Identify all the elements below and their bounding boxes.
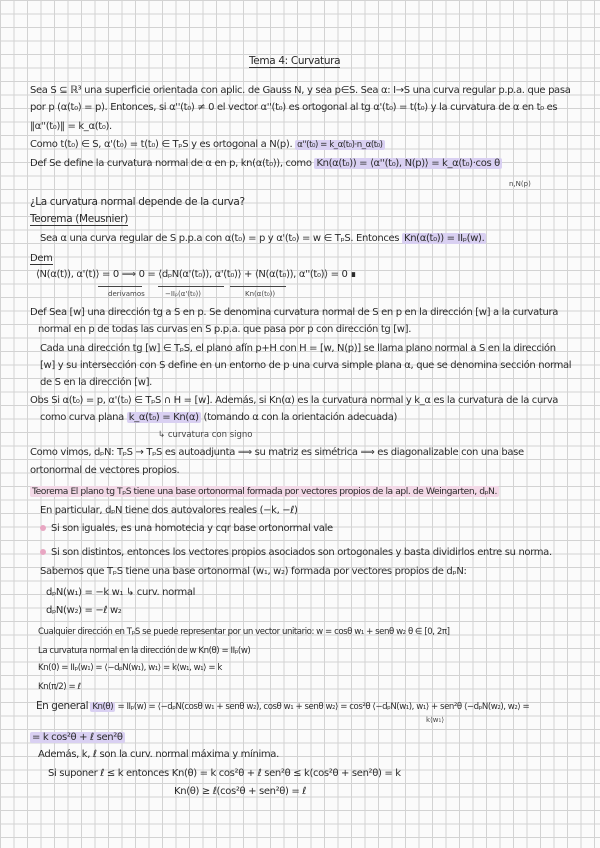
general-label: En general (36, 700, 89, 712)
obs-orientation-text: (tomando α con la orientación adecuada) (203, 412, 398, 423)
line-intro-1: Sea S ⊆ ℝ³ una superficie orientada con aplic. de Gauss N, y sea p∈S. Sea α: I→S una curva regular p.p.a. que pasa (30, 85, 571, 96)
normal-plane-1: Cada una dirección tg [w] ∈ TₚS, el plano afín p+H con H = [w, N(p)] se llama plano normal a S en la dirección (40, 343, 556, 354)
general-underbrace-note: k⟨w₁⟩ (426, 716, 445, 724)
def-direction-1: Def Sea [w] una dirección tg a S en p. Se denomina curvatura normal de S en p en la dirección [w] a la curvatura (30, 307, 558, 318)
def-direction-2: normal en p de todas las curvas en S p.p.a. que pasa por p con dirección tg [w]. (38, 324, 412, 335)
question-line: ¿La curvatura normal depende de la curva? (30, 196, 245, 208)
bullet-distinct: Si son distintos, entonces los vectores propios asociados son ortogonales y basta dividirlos entre su norma. (40, 547, 552, 559)
unit-vector-line: Cualquier dirección en TₚS se puede representar por un vector unitario: w = cosθ w₁ + senθ w₂ θ ∈ [0, 2π] (38, 627, 450, 637)
theorem-meusnier-heading: Teorema (Meusnier) (30, 213, 128, 225)
meusnier-statement (40, 233, 486, 245)
angle-annotation: n,N(p) (509, 180, 531, 188)
brace-kn (230, 282, 286, 287)
bullet-equal: Si son iguales, es una homotecia y cqr base ortonormal vale (40, 523, 333, 535)
note-kn: Kn(α(t₀)) (245, 290, 276, 298)
note-second-form: −IIₚ(α'(t₀)) (165, 290, 202, 298)
kn-zero: Kn(0) = IIₚ(w₁) = ⟨−dₚN(w₁), w₁⟩ = k⟨w₁, w₁⟩ = k (38, 663, 222, 673)
general-line (36, 700, 529, 713)
obs-line-2 (40, 412, 397, 424)
normal-plane-3: de S en la dirección [w]. (40, 377, 152, 388)
note-derivamos: derivamos (108, 290, 145, 298)
theorem-weingarten: Teorema El plano tg TₚS tiene una base ortonormal formada por vectores propios de la apl. de Weingarten, dₚN. (32, 486, 497, 497)
signed-curvature-note: ↳ curvatura con signo (158, 430, 253, 440)
eigen-eq-2: dₚN(w₂) = −ℓ w₂ (46, 605, 122, 616)
page-title: Tema 4: Curvatura (249, 55, 341, 67)
bullet-dot (40, 549, 46, 555)
proof-line: ⟨N(α(t)), α'(t)⟩ = 0 ⟹ 0 = ⟨dₚN(α'(t₀)), α'(t₀)⟩ + ⟨N(α(t₀)), α''(t₀)⟩ = 0 ∎ (36, 269, 357, 280)
kn-theta-highlight: Kn(θ) (92, 702, 114, 712)
max-min-line: Además, k, ℓ son la curv. normal máxima y mínima. (38, 749, 279, 760)
obs-line-1: Obs Si α(t₀) = p, α'(t₀) ∈ TₚS ∩ H = [w]. Además, si Kn(α) es la curvatura normal y k_α es la curvatura de la curva (30, 395, 559, 406)
basis-statement: Sabemos que TₚS tiene una base ortonormal (w₁, w₂) formada por vectores propios de dₚN: (40, 566, 467, 577)
brace-second-form (158, 282, 224, 287)
line-intro-2: por p (α(t₀) = p). Entonces, si α''(t₀) ≠ 0 el vector α''(t₀) es ortogonal al tg α'(t₀) = t(t₀) y la curvatura de α en t₀ es (30, 102, 558, 113)
suppose-line-2: Kn(θ) ≥ ℓ(cos²θ + sen²θ) = ℓ (174, 786, 307, 797)
normal-plane-2: [w] y su intersección con S define en un entorno de p una curva simple plana α, que se denomina sección normal (40, 360, 572, 371)
def-normal-text: Def Se define la curvatura normal de α en p, kn(α(t₀)), como (30, 158, 312, 169)
normal-curv-direction: La curvatura normal en la dirección de w Kn(θ) = IIₚ(w) (38, 646, 251, 656)
eigen-eq-1: dₚN(w₁) = −k w₁ ↳ curv. normal (46, 587, 196, 598)
suppose-line-1: Si suponer ℓ ≤ k entonces Kn(θ) = k cos²θ + ℓ sen²θ ≤ k(cos²θ + sen²θ) = k (48, 768, 401, 779)
curvature-vector-formula: α''(t₀) = k_α(t₀)·n_α(t₀) (297, 140, 383, 150)
obs-plane-text: como curva plana (40, 412, 124, 423)
euler-result: = k cos²θ + ℓ sen²θ (32, 732, 123, 743)
brace-derivamos (98, 282, 142, 287)
line-def-normal-curvature (30, 158, 502, 170)
como-text: Como t(t₀) ∈ S, α'(t₀) = t(t₀) ∈ TₚS y es ortogonal a N(p). (30, 139, 293, 150)
line-intro-3: ‖α''(t₀)‖ = k_α(t₀). (30, 121, 112, 132)
normal-curvature-formula: Kn(α(t₀)) = ⟨α''(t₀), N(p)⟩ = k_α(t₀)·cos θ (316, 158, 500, 169)
obs-curvature-eq: k_α(t₀) = Kn(α) (128, 412, 199, 423)
self-adjoint-2: ortonormal de vectores propios. (30, 465, 180, 476)
self-adjoint-1: Como vimos, dₚN: TₚS → TₚS es autoadjunta ⟹ su matriz es simétrica ⟹ es diagonalizable con una base (30, 447, 524, 458)
kn-half-pi: Kn(π/2) = ℓ (38, 682, 81, 692)
general-expansion: = IIₚ(w) = ⟨−dₚN(cosθ w₁ + senθ w₂), cosθ w₁ + senθ w₂⟩ = cos²θ ⟨−dₚN(w₁), w₁⟩ + sen²θ ⟨−dₚN(w₂), w₂⟩ = (117, 702, 530, 712)
line-como (30, 139, 385, 151)
dem-heading: Dem (30, 253, 53, 264)
eigenvalues-line: En particular, dₚN tiene dos autovalores reales (−k, −ℓ) (40, 505, 298, 516)
meusnier-result: Kn(α(t₀)) = IIₚ(w). (403, 233, 485, 244)
bullet-dot (40, 525, 46, 531)
meusnier-text: Sea α una curva regular de S p.p.a con α(t₀) = p y α'(t₀) = w ∈ TₚS. Entonces (40, 233, 400, 244)
